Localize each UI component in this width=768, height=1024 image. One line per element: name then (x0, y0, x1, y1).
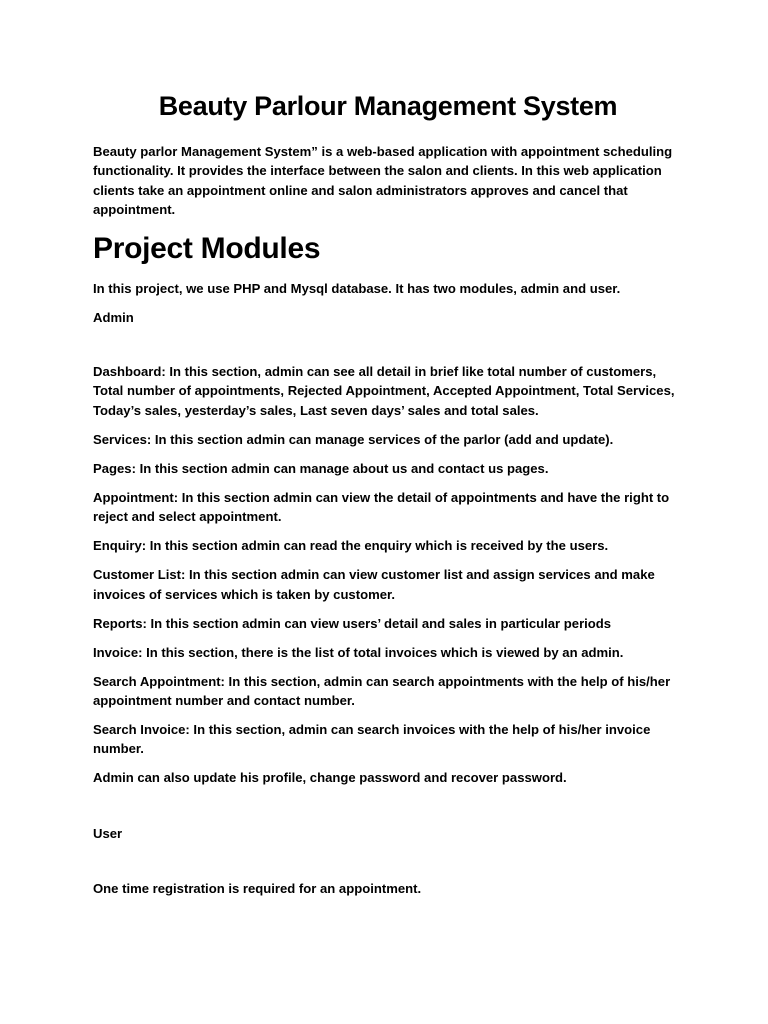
admin-item-appointment: Appointment: In this section admin can view the detail of appointments and have the right to reject and select appointment. (93, 489, 670, 525)
admin-label: Admin (93, 309, 134, 325)
user-item-registration: One time registration is required for an appointment. (93, 881, 422, 897)
user-module-list (93, 879, 683, 898)
admin-item-reports: Reports: In this section admin can view users’ detail and sales in particular periods (93, 615, 612, 631)
admin-item-pages: Pages: In this section admin can manage about us and contact us pages. (93, 460, 549, 476)
admin-item-profile: Admin can also update his profile, change password and recover password. (93, 770, 567, 786)
admin-item-dashboard: Dashboard: In this section, admin can see all detail in brief like total number of customers, Total number of appointments, Rejected Appointment, Accepted Appointment, Total Services, Today’s sales, yesterday’s sales, Last seven days’ sales and total sales. (93, 364, 675, 418)
admin-item-search-appointment: Search Appointment: In this section, admin can search appointments with the help of his/her appointment number and contact number. (93, 673, 671, 709)
admin-module-list (93, 362, 683, 788)
intro-paragraph: Beauty parlor Management System” is a web-based application with appointment scheduling functionality. It provides the interface between the salon and clients. In this web application clients take an appointment online and salon administrators approves and cancel that appointment. (93, 144, 673, 218)
document-page (93, 88, 683, 908)
admin-item-invoice: Invoice: In this section, there is the list of total invoices which is viewed by an admin. (93, 644, 624, 660)
document-title: Beauty Parlour Management System (158, 91, 618, 121)
user-label: User (93, 825, 123, 841)
modules-heading: Project Modules (93, 231, 321, 265)
admin-item-services: Services: In this section admin can manage services of the parlor (add and update). (93, 431, 614, 447)
admin-item-enquiry: Enquiry: In this section admin can read the enquiry which is received by the users. (93, 538, 609, 554)
admin-item-customer-list: Customer List: In this section admin can view customer list and assign services and make invoices of services which is taken by customer. (93, 567, 655, 602)
admin-item-search-invoice: Search Invoice: In this section, admin can search invoices with the help of his/her invoice number. (93, 722, 651, 757)
modules-intro: In this project, we use PHP and Mysql database. It has two modules, admin and user. (93, 280, 621, 296)
